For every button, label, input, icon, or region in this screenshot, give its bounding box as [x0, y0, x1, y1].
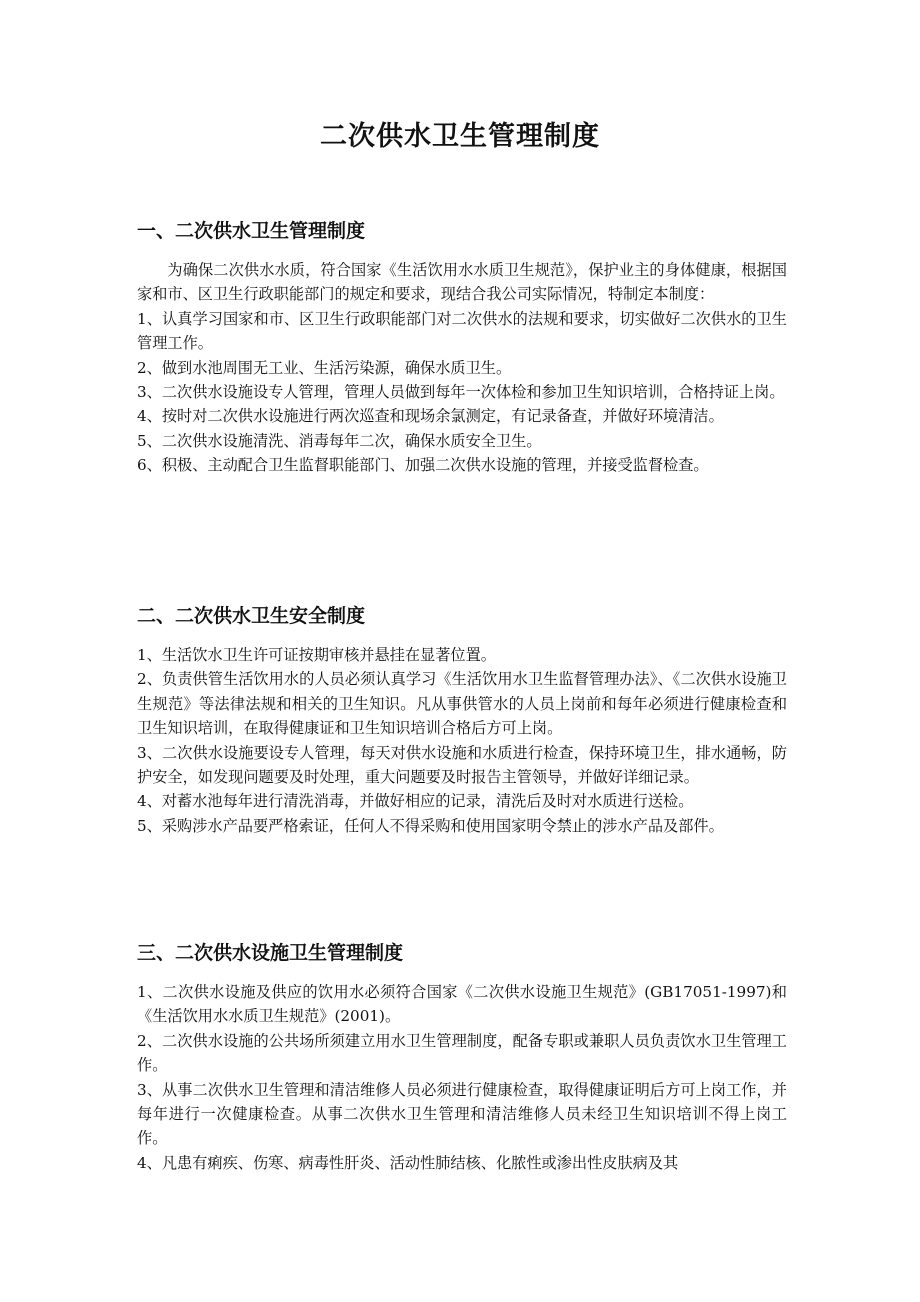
- section-heading: 二、二次供水卫生安全制度: [137, 605, 366, 627]
- list-item: 4、凡患有痢疾、伤寒、病毒性肝炎、活动性肺结核、化脓性或渗出性皮肤病及其: [137, 1153, 679, 1172]
- list-item: 1、生活饮水卫生许可证按期审核并悬挂在显著位置。: [137, 646, 496, 664]
- list-item: 3、从事二次供水卫生管理和清洁维修人员必须进行健康检查，取得健康证明后方可上岗工作，并每年进行一次健康检查。从事二次供水卫生管理和清洁维修人员未经卫生知识培训不得上岗工作。: [137, 1080, 787, 1148]
- document-title: 二次供水卫生管理制度: [320, 121, 600, 152]
- section-intro: 为确保二次供水水质，符合国家《生活饮用水水质卫生规范》，保护业主的身体健康，根据国家和市、区卫生行政职能部门的规定和要求，现结合我公司实际情况，特制定本制度：: [137, 261, 787, 304]
- list-item: 1、二次供水设施及供应的饮用水必须符合国家《二次供水设施卫生规范》(GB17051-1997)和《生活饮用水水质卫生规范》(2001)。: [137, 983, 787, 1026]
- list-item: 4、对蓄水池每年进行清洗消毒，并做好相应的记录，清洗后及时对水质进行送检。: [137, 792, 694, 811]
- list-item: 3、二次供水设施要设专人管理，每天对供水设施和水质进行检查，保持环境卫生，排水通畅，防护安全，如发现问题要及时处理，重大问题要及时报告主管领导，并做好详细记录。: [137, 743, 787, 787]
- list-item: 2、负责供管生活饮用水的人员必须认真学习《生活饮用水卫生监督管理办法》、《二次供水设施卫生规范》等法律法规和相关的卫生知识。凡从事供管水的人员上岗前和每年必须进行健康检查和卫生知识培训，在取得健康证和卫生知识培训合格后方可上岗。: [137, 670, 787, 738]
- list-item: 2、二次供水设施的公共场所须建立用水卫生管理制度，配备专职或兼职人员负责饮水卫生管理工作。: [137, 1031, 787, 1075]
- section-heading: 三、二次供水设施卫生管理制度: [137, 942, 404, 964]
- list-item: 1、认真学习国家和市、区卫生行政职能部门对二次供水的法规和要求，切实做好二次供水的卫生管理工作。: [137, 309, 787, 353]
- section-hygiene-management: [137, 218, 787, 478]
- list-item: 6、积极、主动配合卫生监督职能部门、加强二次供水设施的管理，并接受监督检查。: [137, 456, 709, 475]
- list-item: 2、做到水池周围无工业、生活污染源，确保水质卫生。: [137, 358, 512, 377]
- list-item: 5、二次供水设施清洗、消毒每年二次，确保水质安全卫生。: [137, 431, 542, 450]
- list-item: 3、二次供水设施设专人管理，管理人员做到每年一次体检和参加卫生知识培训，合格持证上岗。: [137, 383, 785, 402]
- list-item: 4、按时对二次供水设施进行两次巡查和现场余氯测定，有记录备查，并做好环境清洁。: [137, 407, 724, 426]
- section-facility-management: [137, 940, 787, 1175]
- list-item: 5、采购涉水产品要严格索证，任何人不得采购和使用国家明令禁止的涉水产品及部件。: [137, 816, 724, 835]
- section-safety: [137, 603, 787, 838]
- section-heading: 一、二次供水卫生管理制度: [137, 220, 366, 242]
